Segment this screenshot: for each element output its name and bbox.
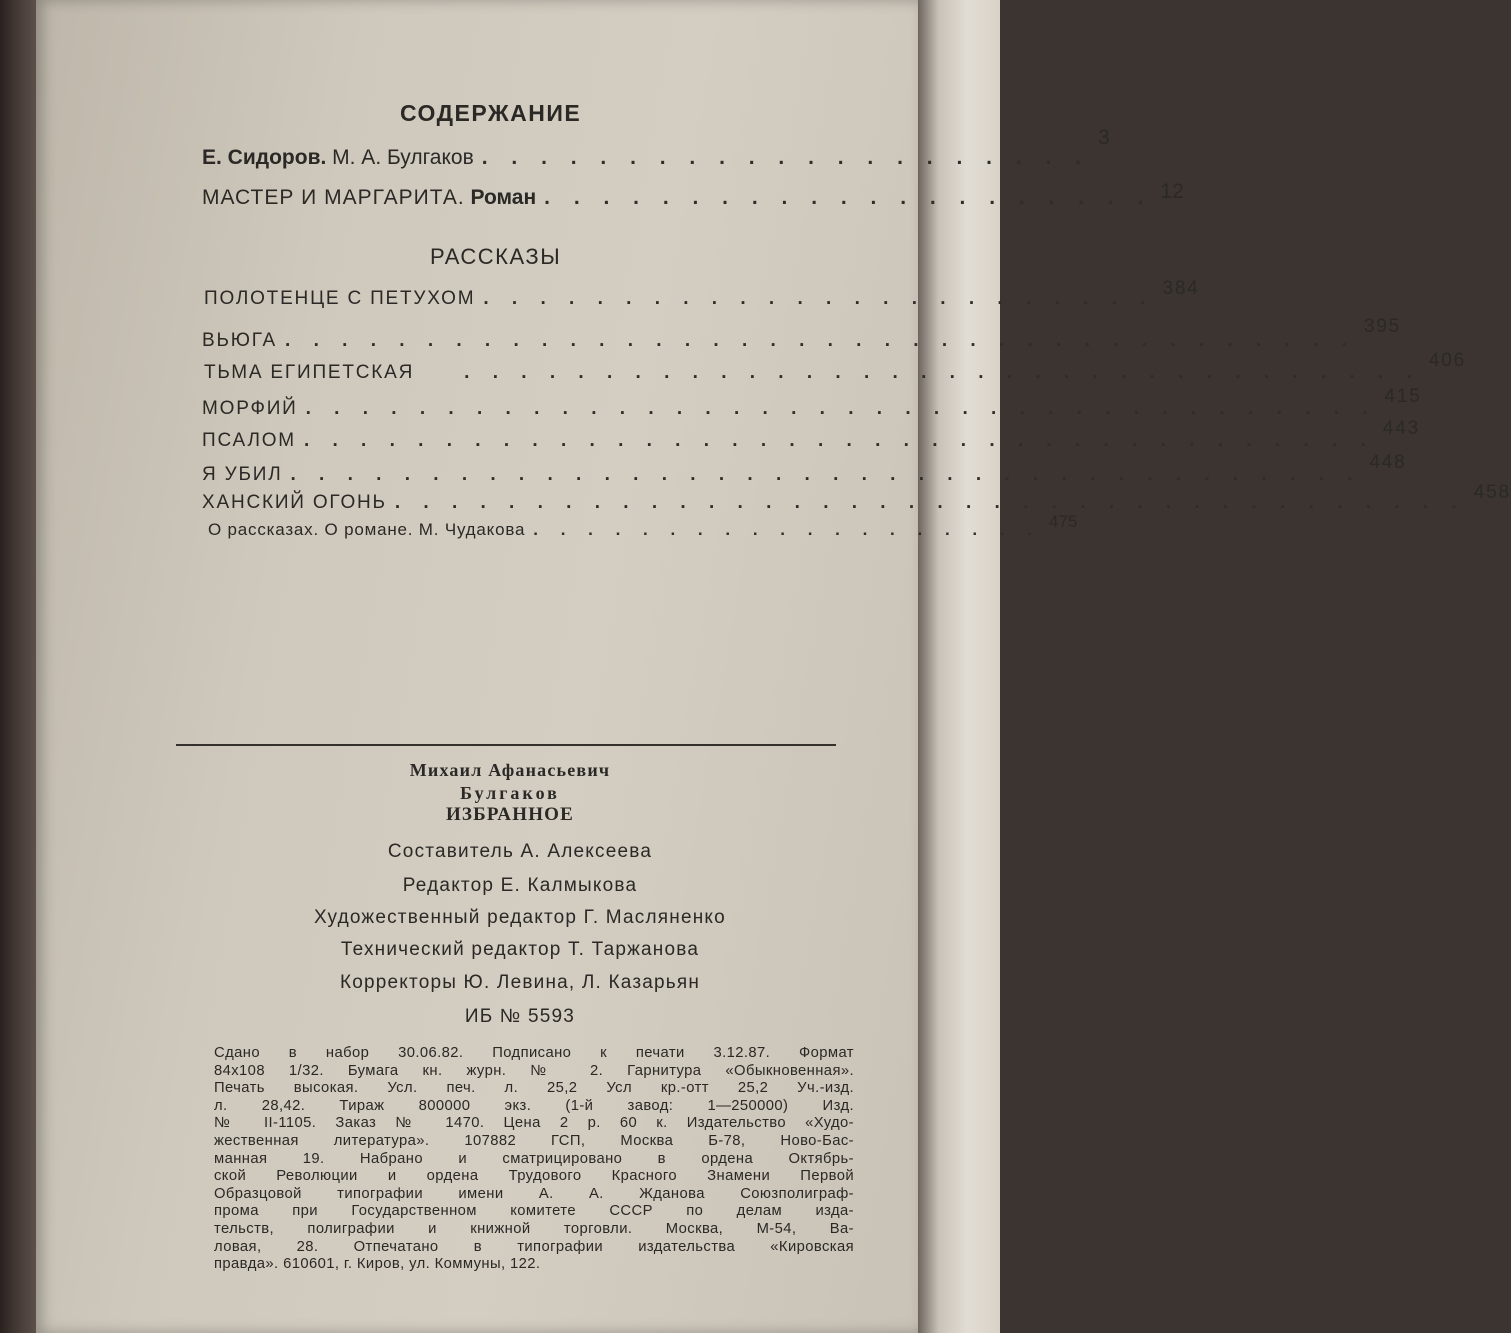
toc-leader-dots: . . . . . . . . . . . . . . . . . . . . . . . . . . . . . . . . . . . . . . bbox=[285, 330, 1356, 351]
imprint-proofreaders: Корректоры Ю. Левина, Л. Казарьян bbox=[339, 972, 701, 993]
toc-page-number: 384 bbox=[1162, 278, 1200, 299]
toc-entry-sidorov bbox=[202, 126, 1110, 170]
toc-story-label: ПСАЛОМ bbox=[202, 430, 296, 451]
toc-story-label: Я УБИЛ bbox=[202, 464, 283, 485]
toc-entry-title: М. А. Булгаков bbox=[326, 146, 474, 169]
imprint-tech-editor: Технический редактор Т. Таржанова bbox=[340, 939, 700, 960]
toc-entry-label bbox=[202, 146, 474, 170]
toc-story-label: МОРФИЙ bbox=[202, 398, 298, 419]
toc-entry-label bbox=[202, 186, 536, 210]
stories-heading: РАССКАЗЫ bbox=[430, 244, 562, 269]
colophon-line: 84х108 1/32. Бумага кн. журн. № 2. Гарнитура «Обыкновенная». bbox=[214, 1062, 854, 1079]
colophon-line: правда». 610601, г. Киров, ул. Коммуны, 122. bbox=[214, 1256, 541, 1273]
toc-afterword bbox=[208, 512, 1078, 540]
colophon-line: л. 28,42. Тираж 800000 экз. (1-й завод: 1—250000) Изд. bbox=[214, 1097, 854, 1114]
colophon-line: ловая, 28. Отпечатано в типографии издательства «Кировская bbox=[214, 1238, 854, 1255]
imprint-book-title: ИЗБРАННОЕ bbox=[445, 804, 575, 825]
colophon-line: Сдано в набор 30.06.82. Подписано к печати 3.12.87. Формат bbox=[214, 1045, 854, 1061]
colophon-line: тельств, полиграфии и книжной торговли. Москва, М-54, Ва- bbox=[214, 1220, 854, 1237]
toc-leader-dots: . . . . . . . . . . . . . . . . . . . bbox=[533, 520, 1042, 539]
toc-page-number: 415 bbox=[1384, 386, 1422, 407]
colophon-line: Печать высокая. Усл. печ. л. 25,2 Усл кр.-отт 25,2 Уч.-изд. bbox=[214, 1080, 854, 1097]
imprint-compiler: Составитель А. Алексеева bbox=[387, 841, 653, 862]
toc-story-label: ПОЛОТЕНЦЕ С ПЕТУХОМ bbox=[204, 288, 476, 309]
book-cover-edge-left bbox=[0, 0, 36, 1333]
toc-afterword-label: О рассказах. О романе. М. Чудакова bbox=[208, 520, 526, 539]
imprint-art-editor: Художественный редактор Г. Масляненко bbox=[314, 907, 726, 928]
colophon-line: жественная литература». 107882 ГСП, Москва Б-78, Ново-Бас- bbox=[214, 1132, 854, 1149]
toc-page-number: 406 bbox=[1428, 350, 1466, 371]
toc-entry-author: Е. Сидоров. bbox=[202, 146, 327, 169]
toc-story-label: ХАНСКИЙ ОГОНЬ bbox=[202, 492, 387, 513]
toc-entry-genre: Роман bbox=[464, 186, 537, 209]
toc-story-label: ТЬМА ЕГИПЕТСКАЯ bbox=[204, 362, 415, 383]
toc-story-6 bbox=[202, 482, 1511, 514]
colophon-line: манная 19. Набрано и сматрицировано в ордена Октябрь- bbox=[214, 1150, 854, 1167]
toc-story-label: ВЬЮГА bbox=[202, 330, 278, 351]
toc-page-number: 395 bbox=[1363, 316, 1402, 337]
toc-page-number: 475 bbox=[1049, 512, 1078, 531]
toc-story-5 bbox=[202, 452, 1407, 486]
imprint-editor: Редактор Е. Калмыкова bbox=[402, 875, 638, 896]
toc-page-number: 448 bbox=[1369, 452, 1407, 473]
toc-entry-master bbox=[202, 180, 1184, 210]
toc-page-number: 443 bbox=[1382, 418, 1420, 439]
toc-story-4 bbox=[202, 418, 1420, 452]
toc-leader-dots: . . . . . . . . . . . . . . . . . . . . . . . . . . . . . . . . . . . . . . bbox=[394, 492, 1466, 513]
toc-entry-title: МАСТЕР И МАРГАРИТА. bbox=[202, 186, 465, 209]
toc-leader-dots: . . . . . . . . . . . . . . . . . . . . . . . . . . . . . . . . . . . . . . bbox=[305, 398, 1377, 419]
toc-leader-dots: . . . . . . . . . . . . . . . . . . . . . bbox=[544, 186, 1153, 209]
imprint-author-surname: Булгаков bbox=[460, 783, 560, 803]
toc-leader-dots: . . . . . . . . . . . . . . . . . . . . . . . . . . . . . . . . . . bbox=[464, 362, 1421, 383]
toc-page-number: 12 bbox=[1160, 180, 1184, 203]
separator-rule bbox=[176, 744, 836, 746]
imprint-author-name: Михаил Афанасьевич bbox=[409, 760, 611, 780]
toc-title: СОДЕРЖАНИЕ bbox=[400, 100, 582, 126]
colophon-block bbox=[214, 1045, 854, 1274]
toc-page-number: 3 bbox=[1097, 126, 1110, 149]
colophon-line: прома при Государственном комитете СССР по делам изда- bbox=[214, 1203, 854, 1220]
toc-page-number: 458 bbox=[1473, 482, 1511, 503]
colophon-line: № II-1105. Заказ № 1470. Цена 2 р. 60 к. Издательство «Худо- bbox=[214, 1115, 854, 1132]
toc-leader-dots: . . . . . . . . . . . . . . . . . . . . . . . . . . . . . . . . . . . . . . bbox=[303, 430, 1375, 451]
colophon-line: Образцовой типографии имени А. А. Жданова Союзполиграф- bbox=[214, 1185, 854, 1202]
toc-story-0 bbox=[204, 278, 1200, 310]
colophon-line: ской Революции и ордена Трудового Красного Знамени Первой bbox=[214, 1168, 854, 1185]
toc-leader-dots: . . . . . . . . . . . . . . . . . . . . . . . . bbox=[483, 288, 1155, 309]
toc-story-1 bbox=[202, 316, 1402, 352]
toc-leader-dots: . . . . . . . . . . . . . . . . . . . . . bbox=[481, 146, 1090, 169]
imprint-ib-number: ИБ № 5593 bbox=[464, 1006, 576, 1027]
toc-story-3 bbox=[202, 386, 1422, 420]
toc-leader-dots: . . . . . . . . . . . . . . . . . . . . . . . . . . . . . . . . . . . . . . bbox=[290, 464, 1362, 485]
toc-story-2 bbox=[204, 350, 1466, 384]
